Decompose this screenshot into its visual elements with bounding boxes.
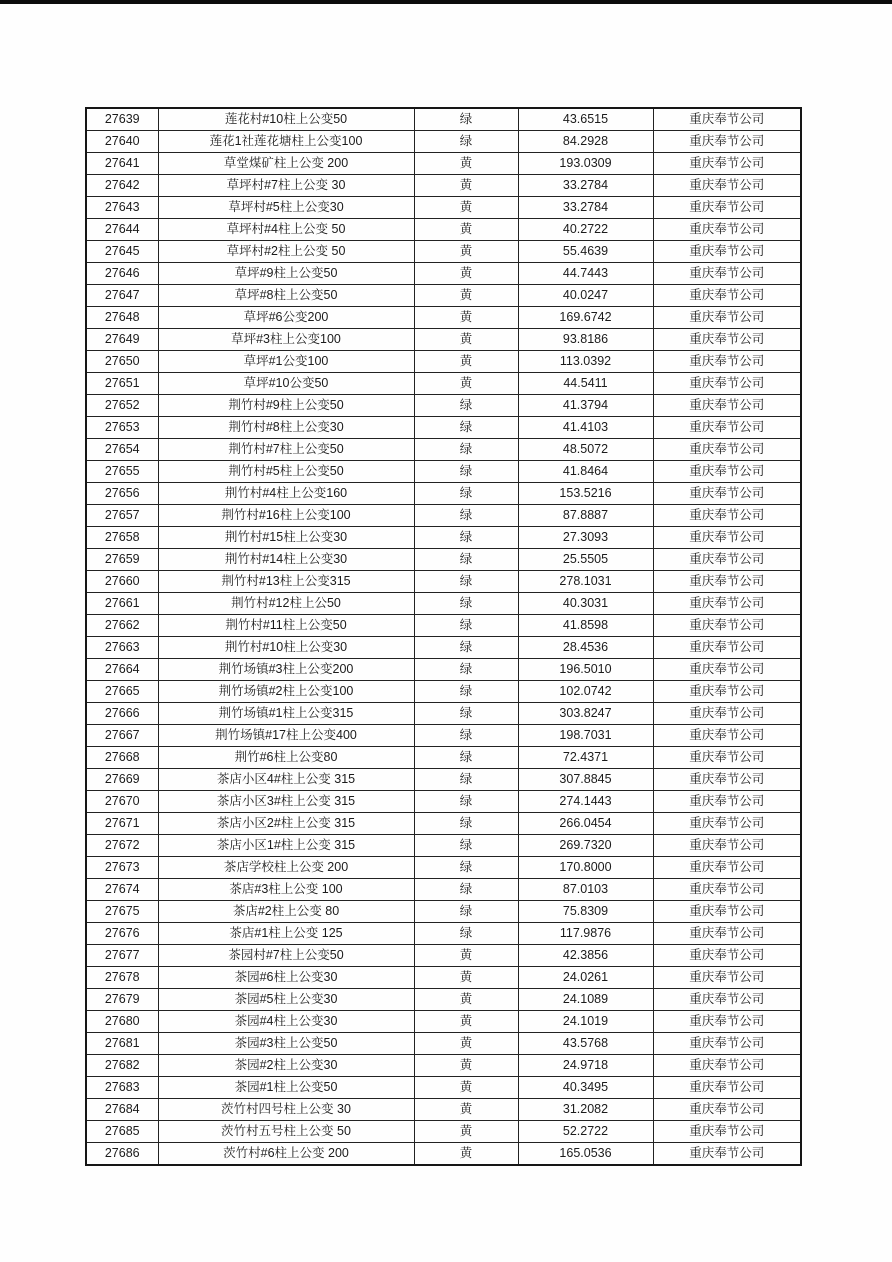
cell-status-color: 绿 [414,857,518,879]
cell-company-name: 重庆奉节公司 [653,703,801,725]
cell-row-id: 27658 [86,527,158,549]
cell-company-name: 重庆奉节公司 [653,1055,801,1077]
cell-load-value: 27.3093 [518,527,653,549]
cell-load-value: 44.5411 [518,373,653,395]
cell-company-name: 重庆奉节公司 [653,439,801,461]
cell-row-id: 27642 [86,175,158,197]
cell-row-id: 27671 [86,813,158,835]
cell-load-value: 41.3794 [518,395,653,417]
cell-row-id: 27677 [86,945,158,967]
table-row [86,835,801,857]
cell-row-id: 27649 [86,329,158,351]
cell-company-name: 重庆奉节公司 [653,593,801,615]
cell-status-color: 黄 [414,1011,518,1033]
cell-load-value: 25.5505 [518,549,653,571]
cell-company-name: 重庆奉节公司 [653,329,801,351]
cell-load-value: 40.0247 [518,285,653,307]
cell-transformer-name: 荆竹村#12柱上公50 [158,593,414,615]
cell-status-color: 绿 [414,725,518,747]
cell-company-name: 重庆奉节公司 [653,219,801,241]
table-container [85,107,800,1166]
cell-company-name: 重庆奉节公司 [653,175,801,197]
cell-status-color: 绿 [414,417,518,439]
cell-transformer-name: 草坪村#5柱上公变30 [158,197,414,219]
table-row [86,1077,801,1099]
table-row [86,351,801,373]
cell-load-value: 198.7031 [518,725,653,747]
cell-load-value: 269.7320 [518,835,653,857]
cell-company-name: 重庆奉节公司 [653,307,801,329]
cell-transformer-name: 茶店小区1#柱上公变 315 [158,835,414,857]
cell-status-color: 黄 [414,1055,518,1077]
cell-company-name: 重庆奉节公司 [653,153,801,175]
cell-status-color: 绿 [414,615,518,637]
cell-row-id: 27659 [86,549,158,571]
cell-status-color: 黄 [414,1033,518,1055]
cell-row-id: 27680 [86,1011,158,1033]
cell-company-name: 重庆奉节公司 [653,285,801,307]
cell-company-name: 重庆奉节公司 [653,131,801,153]
cell-load-value: 55.4639 [518,241,653,263]
cell-load-value: 40.3495 [518,1077,653,1099]
cell-status-color: 黄 [414,175,518,197]
cell-row-id: 27640 [86,131,158,153]
cell-row-id: 27681 [86,1033,158,1055]
cell-status-color: 绿 [414,527,518,549]
cell-company-name: 重庆奉节公司 [653,681,801,703]
cell-status-color: 黄 [414,989,518,1011]
table-row [86,747,801,769]
cell-status-color: 绿 [414,505,518,527]
cell-row-id: 27666 [86,703,158,725]
cell-row-id: 27665 [86,681,158,703]
cell-status-color: 黄 [414,1099,518,1121]
table-row [86,1099,801,1121]
cell-company-name: 重庆奉节公司 [653,747,801,769]
cell-status-color: 绿 [414,681,518,703]
cell-row-id: 27656 [86,483,158,505]
table-row [86,1143,801,1166]
cell-company-name: 重庆奉节公司 [653,637,801,659]
cell-row-id: 27653 [86,417,158,439]
cell-transformer-name: 荆竹村#8柱上公变30 [158,417,414,439]
cell-status-color: 黄 [414,351,518,373]
cell-status-color: 绿 [414,923,518,945]
table-row [86,1121,801,1143]
table-row [86,703,801,725]
cell-company-name: 重庆奉节公司 [653,549,801,571]
table-row [86,659,801,681]
cell-company-name: 重庆奉节公司 [653,1011,801,1033]
scan-artifact-top-bar [0,0,892,4]
cell-load-value: 44.7443 [518,263,653,285]
cell-transformer-name: 茨竹村五号柱上公变 50 [158,1121,414,1143]
cell-row-id: 27655 [86,461,158,483]
table-row [86,725,801,747]
cell-status-color: 黄 [414,1143,518,1166]
cell-transformer-name: 莲花村#10柱上公变50 [158,108,414,131]
cell-status-color: 绿 [414,813,518,835]
cell-load-value: 87.0103 [518,879,653,901]
cell-status-color: 绿 [414,879,518,901]
cell-company-name: 重庆奉节公司 [653,571,801,593]
cell-row-id: 27668 [86,747,158,769]
table-row [86,813,801,835]
cell-load-value: 75.8309 [518,901,653,923]
cell-row-id: 27664 [86,659,158,681]
cell-company-name: 重庆奉节公司 [653,1143,801,1166]
cell-row-id: 27679 [86,989,158,1011]
cell-status-color: 黄 [414,329,518,351]
cell-status-color: 绿 [414,571,518,593]
table-row [86,285,801,307]
table-row [86,197,801,219]
cell-company-name: 重庆奉节公司 [653,241,801,263]
cell-transformer-name: 荆竹村#5柱上公变50 [158,461,414,483]
table-row [86,1033,801,1055]
cell-company-name: 重庆奉节公司 [653,813,801,835]
cell-status-color: 黄 [414,285,518,307]
table-row [86,527,801,549]
table-row [86,241,801,263]
cell-transformer-name: 茶店小区4#柱上公变 315 [158,769,414,791]
cell-status-color: 绿 [414,769,518,791]
cell-status-color: 黄 [414,263,518,285]
cell-status-color: 绿 [414,395,518,417]
cell-status-color: 绿 [414,461,518,483]
cell-row-id: 27662 [86,615,158,637]
cell-company-name: 重庆奉节公司 [653,945,801,967]
table-row [86,175,801,197]
cell-load-value: 93.8186 [518,329,653,351]
cell-status-color: 绿 [414,703,518,725]
cell-row-id: 27651 [86,373,158,395]
cell-transformer-name: 荆竹村#11柱上公变50 [158,615,414,637]
cell-load-value: 165.0536 [518,1143,653,1166]
cell-company-name: 重庆奉节公司 [653,615,801,637]
cell-load-value: 170.8000 [518,857,653,879]
cell-row-id: 27645 [86,241,158,263]
cell-load-value: 193.0309 [518,153,653,175]
cell-transformer-name: 荆竹场镇#2柱上公变100 [158,681,414,703]
cell-transformer-name: 茶园#3柱上公变50 [158,1033,414,1055]
cell-company-name: 重庆奉节公司 [653,857,801,879]
table-row [86,923,801,945]
cell-company-name: 重庆奉节公司 [653,835,801,857]
cell-row-id: 27643 [86,197,158,219]
cell-company-name: 重庆奉节公司 [653,505,801,527]
table-row [86,483,801,505]
cell-transformer-name: 荆竹村#4柱上公变160 [158,483,414,505]
cell-load-value: 41.8464 [518,461,653,483]
cell-company-name: 重庆奉节公司 [653,989,801,1011]
cell-row-id: 27661 [86,593,158,615]
cell-company-name: 重庆奉节公司 [653,1033,801,1055]
table-body [86,108,801,1165]
cell-transformer-name: 荆竹场镇#1柱上公变315 [158,703,414,725]
cell-transformer-name: 荆竹村#14柱上公变30 [158,549,414,571]
table-row [86,857,801,879]
cell-transformer-name: 荆竹村#7柱上公变50 [158,439,414,461]
cell-row-id: 27639 [86,108,158,131]
cell-company-name: 重庆奉节公司 [653,901,801,923]
cell-row-id: 27660 [86,571,158,593]
cell-row-id: 27657 [86,505,158,527]
cell-transformer-name: 茶园村#7柱上公变50 [158,945,414,967]
cell-load-value: 303.8247 [518,703,653,725]
cell-transformer-name: 莲花1社莲花塘柱上公变100 [158,131,414,153]
table-row [86,945,801,967]
cell-transformer-name: 草坪#8柱上公变50 [158,285,414,307]
cell-load-value: 43.5768 [518,1033,653,1055]
cell-row-id: 27667 [86,725,158,747]
cell-status-color: 绿 [414,791,518,813]
cell-load-value: 48.5072 [518,439,653,461]
cell-status-color: 绿 [414,439,518,461]
cell-load-value: 33.2784 [518,175,653,197]
cell-status-color: 绿 [414,901,518,923]
cell-load-value: 24.1019 [518,1011,653,1033]
cell-transformer-name: 茨竹村#6柱上公变 200 [158,1143,414,1166]
cell-load-value: 41.8598 [518,615,653,637]
table-row [86,219,801,241]
cell-company-name: 重庆奉节公司 [653,395,801,417]
cell-row-id: 27684 [86,1099,158,1121]
cell-load-value: 102.0742 [518,681,653,703]
cell-transformer-name: 草坪#6公变200 [158,307,414,329]
cell-row-id: 27674 [86,879,158,901]
cell-status-color: 黄 [414,1077,518,1099]
cell-status-color: 黄 [414,153,518,175]
cell-transformer-name: 茶店小区3#柱上公变 315 [158,791,414,813]
cell-row-id: 27646 [86,263,158,285]
cell-status-color: 绿 [414,835,518,857]
cell-company-name: 重庆奉节公司 [653,373,801,395]
cell-load-value: 42.3856 [518,945,653,967]
cell-transformer-name: 荆竹村#16柱上公变100 [158,505,414,527]
cell-load-value: 278.1031 [518,571,653,593]
cell-load-value: 24.0261 [518,967,653,989]
cell-load-value: 196.5010 [518,659,653,681]
cell-company-name: 重庆奉节公司 [653,527,801,549]
cell-status-color: 绿 [414,747,518,769]
cell-row-id: 27676 [86,923,158,945]
cell-status-color: 绿 [414,131,518,153]
cell-row-id: 27675 [86,901,158,923]
cell-transformer-name: 荆竹村#10柱上公变30 [158,637,414,659]
cell-load-value: 307.8845 [518,769,653,791]
table-row [86,791,801,813]
cell-load-value: 87.8887 [518,505,653,527]
cell-company-name: 重庆奉节公司 [653,461,801,483]
cell-transformer-name: 草坪#1公变100 [158,351,414,373]
cell-load-value: 41.4103 [518,417,653,439]
cell-load-value: 40.3031 [518,593,653,615]
cell-load-value: 84.2928 [518,131,653,153]
cell-status-color: 绿 [414,593,518,615]
cell-transformer-name: 茶园#6柱上公变30 [158,967,414,989]
table-row [86,505,801,527]
cell-company-name: 重庆奉节公司 [653,351,801,373]
cell-row-id: 27682 [86,1055,158,1077]
table-row [86,263,801,285]
cell-row-id: 27650 [86,351,158,373]
cell-row-id: 27686 [86,1143,158,1166]
table-row [86,549,801,571]
table-row [86,1055,801,1077]
cell-company-name: 重庆奉节公司 [653,725,801,747]
table-row [86,373,801,395]
cell-load-value: 52.2722 [518,1121,653,1143]
cell-transformer-name: 茶园#4柱上公变30 [158,1011,414,1033]
cell-status-color: 黄 [414,307,518,329]
table-row [86,307,801,329]
cell-load-value: 33.2784 [518,197,653,219]
cell-status-color: 绿 [414,108,518,131]
table-row [86,439,801,461]
cell-status-color: 黄 [414,241,518,263]
table-row [86,681,801,703]
cell-row-id: 27669 [86,769,158,791]
cell-transformer-name: 草堂煤矿柱上公变 200 [158,153,414,175]
cell-company-name: 重庆奉节公司 [653,1121,801,1143]
cell-load-value: 169.6742 [518,307,653,329]
table-row [86,615,801,637]
cell-load-value: 28.4536 [518,637,653,659]
table-row [86,153,801,175]
table-row [86,879,801,901]
cell-status-color: 绿 [414,483,518,505]
cell-company-name: 重庆奉节公司 [653,769,801,791]
cell-company-name: 重庆奉节公司 [653,263,801,285]
cell-row-id: 27641 [86,153,158,175]
cell-company-name: 重庆奉节公司 [653,108,801,131]
table-row [86,967,801,989]
transformer-load-table [85,107,802,1166]
cell-company-name: 重庆奉节公司 [653,1077,801,1099]
cell-company-name: 重庆奉节公司 [653,483,801,505]
cell-row-id: 27672 [86,835,158,857]
cell-load-value: 117.9876 [518,923,653,945]
cell-load-value: 24.1089 [518,989,653,1011]
cell-row-id: 27644 [86,219,158,241]
cell-row-id: 27683 [86,1077,158,1099]
cell-transformer-name: 荆竹场镇#3柱上公变200 [158,659,414,681]
cell-transformer-name: 草坪村#4柱上公变 50 [158,219,414,241]
cell-company-name: 重庆奉节公司 [653,923,801,945]
cell-load-value: 274.1443 [518,791,653,813]
cell-row-id: 27685 [86,1121,158,1143]
cell-transformer-name: 荆竹村#9柱上公变50 [158,395,414,417]
cell-status-color: 绿 [414,659,518,681]
table-row [86,571,801,593]
table-row [86,108,801,131]
cell-transformer-name: 茶店#1柱上公变 125 [158,923,414,945]
cell-row-id: 27670 [86,791,158,813]
cell-load-value: 40.2722 [518,219,653,241]
cell-row-id: 27648 [86,307,158,329]
cell-load-value: 43.6515 [518,108,653,131]
cell-row-id: 27652 [86,395,158,417]
cell-load-value: 24.9718 [518,1055,653,1077]
cell-transformer-name: 荆竹场镇#17柱上公变400 [158,725,414,747]
cell-transformer-name: 茶园#5柱上公变30 [158,989,414,1011]
cell-company-name: 重庆奉节公司 [653,659,801,681]
cell-status-color: 黄 [414,197,518,219]
cell-load-value: 72.4371 [518,747,653,769]
cell-company-name: 重庆奉节公司 [653,197,801,219]
cell-load-value: 113.0392 [518,351,653,373]
cell-transformer-name: 草坪#10公变50 [158,373,414,395]
cell-status-color: 黄 [414,967,518,989]
cell-company-name: 重庆奉节公司 [653,967,801,989]
cell-company-name: 重庆奉节公司 [653,417,801,439]
table-row [86,593,801,615]
cell-load-value: 266.0454 [518,813,653,835]
cell-load-value: 31.2082 [518,1099,653,1121]
cell-transformer-name: 茶店#3柱上公变 100 [158,879,414,901]
cell-load-value: 153.5216 [518,483,653,505]
table-row [86,989,801,1011]
cell-row-id: 27673 [86,857,158,879]
table-row [86,1011,801,1033]
cell-status-color: 黄 [414,219,518,241]
table-row [86,461,801,483]
table-row [86,769,801,791]
table-row [86,131,801,153]
table-row [86,395,801,417]
cell-transformer-name: 草坪#3柱上公变100 [158,329,414,351]
cell-row-id: 27647 [86,285,158,307]
cell-status-color: 绿 [414,549,518,571]
table-row [86,329,801,351]
table-row [86,901,801,923]
cell-row-id: 27654 [86,439,158,461]
cell-transformer-name: 茶园#1柱上公变50 [158,1077,414,1099]
table-row [86,637,801,659]
cell-status-color: 黄 [414,945,518,967]
cell-company-name: 重庆奉节公司 [653,791,801,813]
cell-transformer-name: 草坪村#2柱上公变 50 [158,241,414,263]
cell-transformer-name: 茨竹村四号柱上公变 30 [158,1099,414,1121]
cell-transformer-name: 草坪#9柱上公变50 [158,263,414,285]
cell-row-id: 27663 [86,637,158,659]
cell-row-id: 27678 [86,967,158,989]
cell-transformer-name: 茶店小区2#柱上公变 315 [158,813,414,835]
cell-transformer-name: 荆竹村#13柱上公变315 [158,571,414,593]
table-row [86,417,801,439]
cell-company-name: 重庆奉节公司 [653,879,801,901]
cell-transformer-name: 荆竹村#15柱上公变30 [158,527,414,549]
cell-company-name: 重庆奉节公司 [653,1099,801,1121]
cell-transformer-name: 荆竹#6柱上公变80 [158,747,414,769]
cell-status-color: 黄 [414,373,518,395]
cell-status-color: 黄 [414,1121,518,1143]
cell-transformer-name: 草坪村#7柱上公变 30 [158,175,414,197]
cell-transformer-name: 茶园#2柱上公变30 [158,1055,414,1077]
cell-status-color: 绿 [414,637,518,659]
cell-transformer-name: 茶店学校柱上公变 200 [158,857,414,879]
cell-transformer-name: 茶店#2柱上公变 80 [158,901,414,923]
